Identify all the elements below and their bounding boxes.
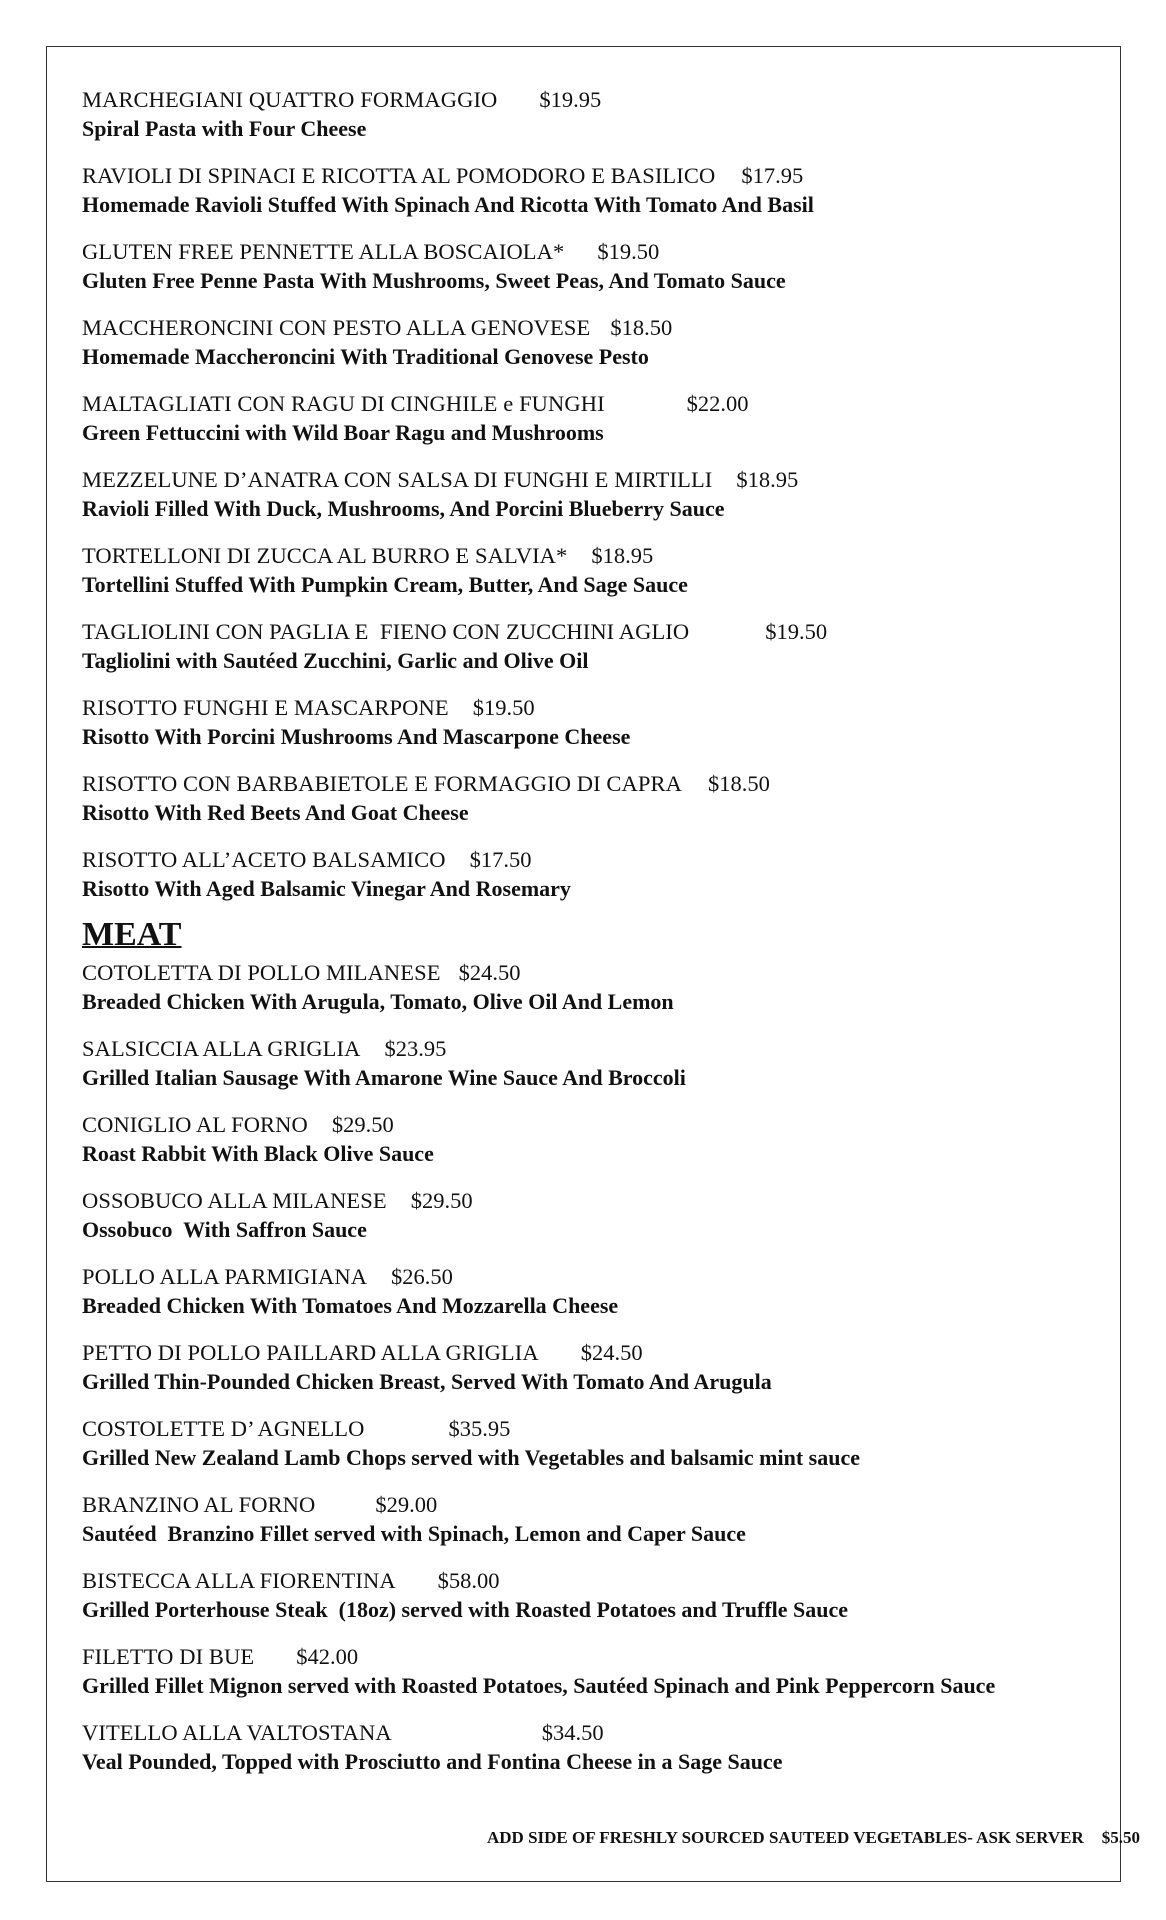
- menu-item: [82, 1719, 1112, 1776]
- menu-item: [82, 162, 1112, 219]
- side-vegetables-text: ADD SIDE OF FRESHLY SOURCED SAUTEED VEGETABLES- ASK SERVER: [486, 1828, 1084, 1847]
- menu-item-price: $22.00: [686, 391, 749, 416]
- menu-item: [82, 1111, 1112, 1168]
- menu-item-header: [82, 1567, 1112, 1595]
- menu-item-header: [82, 1415, 1112, 1443]
- pasta-section: [82, 86, 1112, 903]
- menu-item-description: Grilled Porterhouse Steak (18oz) served with Roasted Potatoes and Truffle Sauce: [82, 1597, 849, 1622]
- menu-item-header: [82, 1339, 1112, 1367]
- menu-item-name: BRANZINO AL FORNO: [82, 1492, 316, 1517]
- menu-item-name: RISOTTO CON BARBABIETOLE E FORMAGGIO DI CAPRA: [82, 771, 682, 796]
- menu-item-name: MARCHEGIANI QUATTRO FORMAGGIO: [82, 87, 498, 112]
- menu-item-price: $42.00: [296, 1644, 359, 1669]
- menu-item-header: [82, 618, 1112, 646]
- menu-item: [82, 1187, 1112, 1244]
- menu-item-description: Risotto With Aged Balsamic Vinegar And Rosemary: [82, 876, 571, 901]
- menu-item-header: [82, 238, 1112, 266]
- menu-item-description: Ravioli Filled With Duck, Mushrooms, And Porcini Blueberry Sauce: [82, 496, 725, 521]
- menu-item-price: $19.50: [597, 239, 660, 264]
- meat-section-heading: MEAT: [82, 916, 182, 953]
- menu-item-price: $19.50: [765, 619, 828, 644]
- menu-item: [82, 238, 1112, 295]
- menu-item-price: $34.50: [541, 1720, 604, 1745]
- menu-item: [82, 1263, 1112, 1320]
- menu-item-header: [82, 694, 1112, 722]
- menu-item-price: $18.95: [591, 543, 654, 568]
- menu-item: [82, 694, 1112, 751]
- menu-item-header: [82, 1719, 1112, 1747]
- menu-item-description: Ossobuco With Saffron Sauce: [82, 1217, 367, 1242]
- menu-content: [82, 86, 1112, 1795]
- menu-item-header: [82, 466, 1112, 494]
- menu-item: [82, 1491, 1112, 1548]
- menu-item-header: [82, 390, 1112, 418]
- menu-item-header: [82, 959, 1112, 987]
- menu-item-price: $24.50: [580, 1340, 643, 1365]
- menu-item-name: POLLO ALLA PARMIGIANA: [82, 1264, 368, 1289]
- menu-item-price: $29.00: [375, 1492, 438, 1517]
- menu-item-price: $17.50: [469, 847, 532, 872]
- menu-item-name: TORTELLONI DI ZUCCA AL BURRO E SALVIA*: [82, 543, 568, 568]
- menu-item-price: $58.00: [437, 1568, 500, 1593]
- menu-item-header: [82, 770, 1112, 798]
- menu-item-price: $26.50: [391, 1264, 453, 1289]
- menu-item-description: Sautéed Branzino Fillet served with Spinach, Lemon and Caper Sauce: [82, 1521, 746, 1546]
- menu-item: [82, 1035, 1112, 1092]
- menu-item-price: $17.95: [741, 163, 804, 188]
- menu-item: [82, 1415, 1112, 1472]
- menu-item: [82, 846, 1112, 903]
- menu-item-description: Grilled New Zealand Lamb Chops served with Vegetables and balsamic mint sauce: [82, 1445, 860, 1470]
- menu-item-description: Grilled Fillet Mignon served with Roasted Potatoes, Sautéed Spinach and Pink Peppercorn Sauce: [82, 1673, 996, 1698]
- menu-item-name: TAGLIOLINI CON PAGLIA E FIENO CON ZUCCHINI AGLIO: [82, 619, 690, 644]
- menu-item-description: Tagliolini with Sautéed Zucchini, Garlic and Olive Oil: [82, 648, 589, 673]
- menu-item-header: [82, 542, 1112, 570]
- menu-item-name: SALSICCIA ALLA GRIGLIA: [82, 1036, 361, 1061]
- menu-item-name: GLUTEN FREE PENNETTE ALLA BOSCAIOLA*: [82, 239, 565, 264]
- menu-item: [82, 959, 1112, 1016]
- menu-item-description: Homemade Ravioli Stuffed With Spinach And Ricotta With Tomato And Basil: [82, 192, 814, 217]
- menu-item-header: [82, 1491, 1112, 1519]
- menu-item-description: Breaded Chicken With Tomatoes And Mozzarella Cheese: [82, 1293, 619, 1318]
- menu-item-header: [82, 86, 1112, 114]
- menu-item-name: BISTECCA ALLA FIORENTINA: [82, 1568, 396, 1593]
- menu-item-name: MACCHERONCINI CON PESTO ALLA GENOVESE: [82, 315, 591, 340]
- menu-item-price: $19.50: [472, 695, 535, 720]
- menu-item-price: $18.95: [736, 467, 799, 492]
- menu-item-header: [82, 1035, 1112, 1063]
- menu-item-price: $18.50: [707, 771, 770, 796]
- menu-item-price: $29.50: [331, 1112, 394, 1137]
- meat-section: [82, 959, 1112, 1776]
- menu-item: [82, 1339, 1112, 1396]
- menu-item: [82, 770, 1112, 827]
- menu-item-name: COSTOLETTE D’ AGNELLO: [82, 1416, 365, 1441]
- menu-item: [82, 314, 1112, 371]
- menu-item: [82, 390, 1112, 447]
- menu-item-description: Homemade Maccheroncini With Traditional Genovese Pesto: [82, 344, 649, 369]
- menu-item-price: $23.95: [384, 1036, 447, 1061]
- menu-item-header: [82, 1187, 1112, 1215]
- menu-item: [82, 1643, 1112, 1700]
- menu-item-price: $35.95: [448, 1416, 511, 1441]
- menu-item-name: COTOLETTA DI POLLO MILANESE: [82, 960, 441, 985]
- menu-item-description: Breaded Chicken With Arugula, Tomato, Olive Oil And Lemon: [82, 989, 674, 1014]
- menu-item-description: Veal Pounded, Topped with Prosciutto and Fontina Cheese in a Sage Sauce: [82, 1749, 783, 1774]
- menu-item-description: Grilled Thin-Pounded Chicken Breast, Served With Tomato And Arugula: [82, 1369, 772, 1394]
- menu-item-description: Tortellini Stuffed With Pumpkin Cream, Butter, And Sage Sauce: [82, 572, 688, 597]
- menu-item-header: [82, 1263, 1112, 1291]
- menu-item-name: RAVIOLI DI SPINACI E RICOTTA AL POMODORO E BASILICO: [82, 163, 716, 188]
- menu-item-description: Roast Rabbit With Black Olive Sauce: [82, 1141, 434, 1166]
- menu-item-name: RISOTTO FUNGHI E MASCARPONE: [82, 695, 449, 720]
- menu-item: [82, 542, 1112, 599]
- menu-item-name: OSSOBUCO ALLA MILANESE: [82, 1188, 387, 1213]
- menu-item-name: PETTO DI POLLO PAILLARD ALLA GRIGLIA: [82, 1340, 539, 1365]
- menu-item-name: RISOTTO ALL’ACETO BALSAMICO: [82, 847, 446, 872]
- menu-item-name: FILETTO DI BUE: [82, 1644, 255, 1669]
- menu-item: [82, 618, 1112, 675]
- side-vegetables-price: $5.50: [1101, 1828, 1140, 1847]
- menu-item-description: Spiral Pasta with Four Cheese: [82, 116, 367, 141]
- menu-item-header: [82, 314, 1112, 342]
- menu-item-price: $19.95: [539, 87, 602, 112]
- menu-item-name: CONIGLIO AL FORNO: [82, 1112, 308, 1137]
- menu-item-header: [82, 1643, 1112, 1671]
- menu-item-header: [82, 846, 1112, 874]
- side-vegetables-note: [487, 1828, 1140, 1848]
- menu-item-header: [82, 1111, 1112, 1139]
- menu-item-name: MEZZELUNE D’ANATRA CON SALSA DI FUNGHI E MIRTILLI: [82, 467, 713, 492]
- menu-item-header: [82, 162, 1112, 190]
- menu-item-description: Gluten Free Penne Pasta With Mushrooms, Sweet Peas, And Tomato Sauce: [82, 268, 786, 293]
- menu-item-price: $24.50: [458, 960, 521, 985]
- menu-item-name: VITELLO ALLA VALTOSTANA: [82, 1720, 392, 1745]
- menu-item: [82, 466, 1112, 523]
- menu-item-price: $18.50: [610, 315, 673, 340]
- menu-item-description: Grilled Italian Sausage With Amarone Wine Sauce And Broccoli: [82, 1065, 686, 1090]
- menu-item-description: Risotto With Porcini Mushrooms And Mascarpone Cheese: [82, 724, 631, 749]
- menu-item-price: $29.50: [410, 1188, 473, 1213]
- menu-item: [82, 86, 1112, 143]
- menu-item-description: Green Fettuccini with Wild Boar Ragu and Mushrooms: [82, 420, 604, 445]
- menu-item: [82, 1567, 1112, 1624]
- menu-item-name: MALTAGLIATI CON RAGU DI CINGHILE e FUNGHI: [82, 391, 605, 416]
- menu-item-description: Risotto With Red Beets And Goat Cheese: [82, 800, 469, 825]
